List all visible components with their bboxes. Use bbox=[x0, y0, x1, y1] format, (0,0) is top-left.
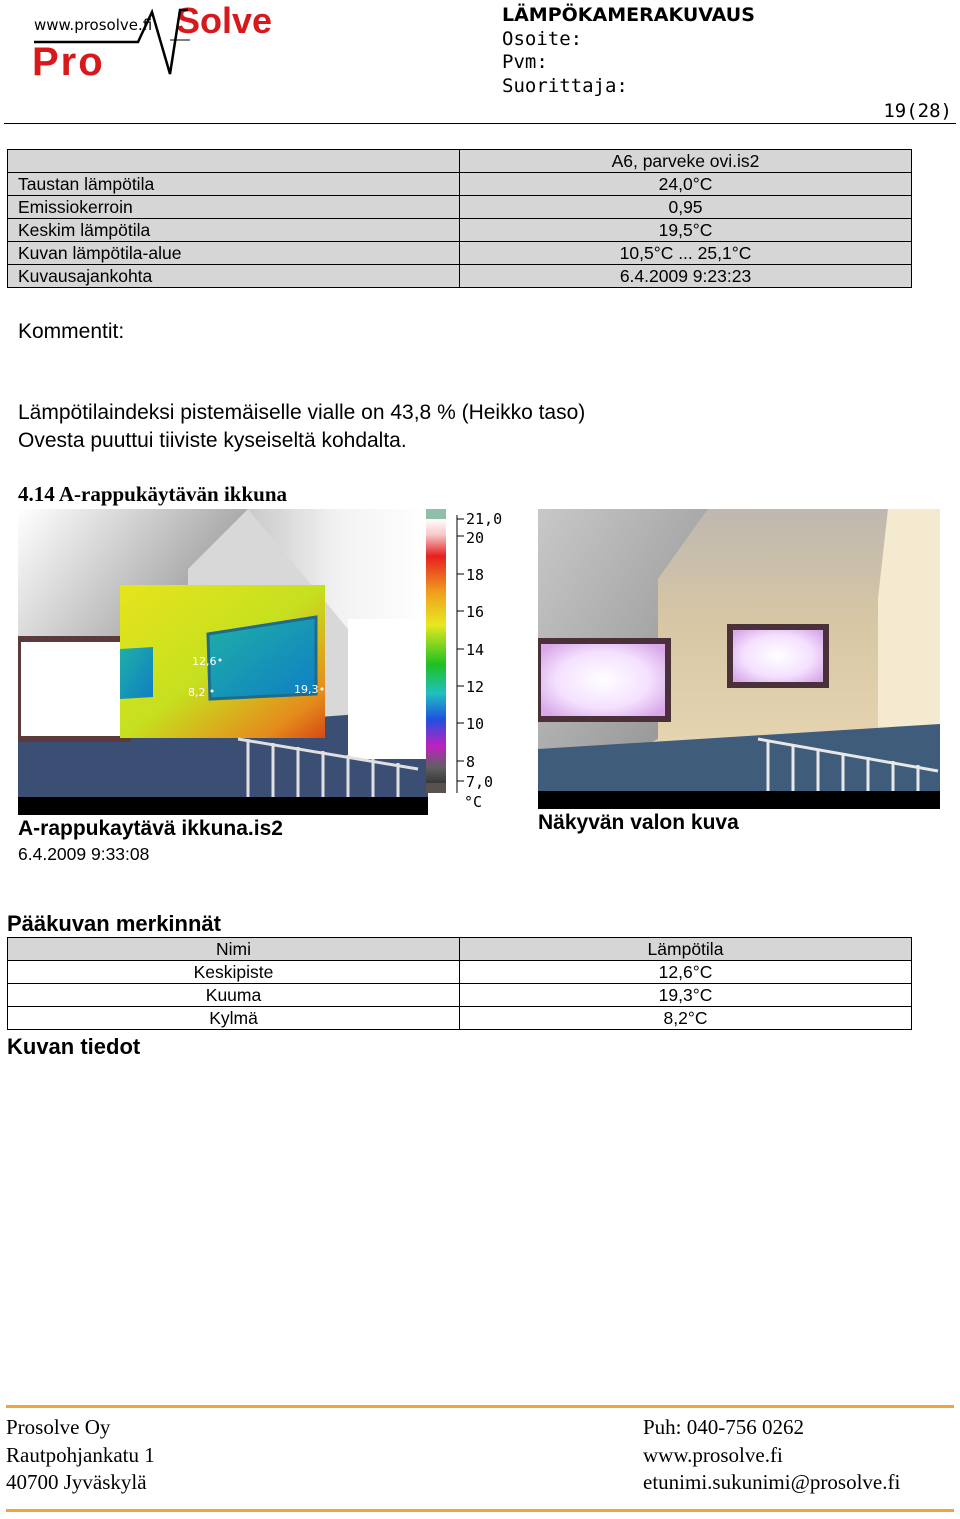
row-label: Taustan lämpötila bbox=[8, 173, 460, 196]
markings-title: Pääkuvan merkinnät bbox=[7, 911, 221, 936]
logo-pro-text: Pro bbox=[32, 40, 105, 84]
column-header: Nimi bbox=[8, 938, 460, 961]
phone: Puh: 040-756 0262 bbox=[643, 1415, 805, 1439]
performer-label: Suorittaja: bbox=[502, 75, 628, 97]
scale-label: 18 bbox=[466, 566, 485, 584]
page-number: 19(28) bbox=[883, 100, 952, 122]
city: 40700 Jyväskylä bbox=[6, 1470, 147, 1494]
visible-caption: Näkyvän valon kuva bbox=[538, 811, 739, 834]
marker-center-label: 12,6 bbox=[192, 655, 217, 668]
footer-top-line bbox=[6, 1405, 954, 1408]
scale-label: 20 bbox=[466, 529, 485, 547]
image-info-table bbox=[7, 149, 912, 288]
table-row bbox=[8, 150, 912, 173]
logo-solve-text: Solve bbox=[176, 0, 273, 41]
scale-label: 7,0 bbox=[466, 773, 494, 791]
footer-contact bbox=[643, 1414, 900, 1497]
visible-light-image bbox=[538, 509, 940, 809]
logo-pulse-icon bbox=[30, 2, 190, 82]
table-row bbox=[8, 1007, 912, 1030]
marker-name: Kuuma bbox=[8, 984, 460, 1007]
marker-temp: 19,3°C bbox=[460, 984, 912, 1007]
table-header-row bbox=[8, 938, 912, 961]
row-label: Emissiokerroin bbox=[8, 196, 460, 219]
marker-temp: 12,6°C bbox=[460, 961, 912, 984]
image-info-title: Kuvan tiedot bbox=[7, 1034, 141, 1059]
scale-label: 16 bbox=[466, 603, 485, 621]
column-header: Lämpötila bbox=[460, 938, 912, 961]
thermal-image bbox=[18, 509, 428, 815]
scale-label: 8 bbox=[466, 753, 476, 771]
section-title: 4.14 A-rappukäytävän ikkuna bbox=[18, 482, 288, 506]
comments-label: Kommentit: bbox=[18, 320, 125, 343]
marker-name: Keskipiste bbox=[8, 961, 460, 984]
marker-temp: 8,2°C bbox=[460, 1007, 912, 1030]
table-row bbox=[8, 196, 912, 219]
thermal-date: 6.4.2009 9:33:08 bbox=[18, 844, 150, 864]
thermal-caption: A-rappukaytävä ikkuna.is2 bbox=[18, 817, 283, 840]
date-label: Pvm: bbox=[502, 51, 548, 73]
address-label: Osoite: bbox=[502, 28, 583, 50]
row-value: 19,5°C bbox=[460, 219, 912, 242]
table-row bbox=[8, 265, 912, 288]
comment-line: Lämpötilaindeksi pistemäiselle vialle on 43,8 % (Heikko taso) bbox=[18, 401, 586, 424]
scale-label: 12 bbox=[466, 678, 485, 696]
website-link[interactable]: www.prosolve.fi bbox=[643, 1442, 783, 1467]
row-value: 24,0°C bbox=[460, 173, 912, 196]
logo-url: www.prosolve.fi bbox=[34, 16, 153, 34]
table-row bbox=[8, 173, 912, 196]
report-title: LÄMPÖKAMERAKUVAUS bbox=[502, 4, 755, 26]
email-link[interactable]: etunimi.sukunimi@prosolve.fi bbox=[643, 1470, 901, 1494]
header-divider bbox=[4, 123, 956, 124]
row-value: 0,95 bbox=[460, 196, 912, 219]
table-row bbox=[8, 984, 912, 1007]
markings-table bbox=[7, 937, 912, 1030]
marker-cold-label: 8,2 bbox=[188, 686, 206, 699]
marker-name: Kylmä bbox=[8, 1007, 460, 1030]
row-value: 6.4.2009 9:23:23 bbox=[460, 265, 912, 288]
table-row bbox=[8, 219, 912, 242]
scale-label: 10 bbox=[466, 715, 485, 733]
marker-hot-label: 19,3 bbox=[294, 683, 319, 696]
street-address: Rautpohjankatu 1 bbox=[6, 1442, 155, 1467]
file-name: A6, parveke ovi.is2 bbox=[460, 150, 912, 173]
company-name: Prosolve Oy bbox=[6, 1415, 111, 1439]
comment-line: Ovesta puuttui tiiviste kyseiseltä kohdalta. bbox=[18, 429, 407, 452]
row-label: Keskim lämpötila bbox=[8, 219, 460, 242]
scale-label: 21,0 bbox=[466, 510, 503, 528]
temperature-scale bbox=[426, 509, 506, 815]
footer-address bbox=[6, 1414, 155, 1497]
table-row bbox=[8, 961, 912, 984]
scale-label: 14 bbox=[466, 641, 485, 659]
row-label: Kuvan lämpötila-alue bbox=[8, 242, 460, 265]
scale-unit: °C bbox=[464, 793, 483, 811]
row-value: 10,5°C ... 25,1°C bbox=[460, 242, 912, 265]
row-label: Kuvausajankohta bbox=[8, 265, 460, 288]
footer-bottom-line bbox=[6, 1509, 954, 1512]
table-row bbox=[8, 242, 912, 265]
